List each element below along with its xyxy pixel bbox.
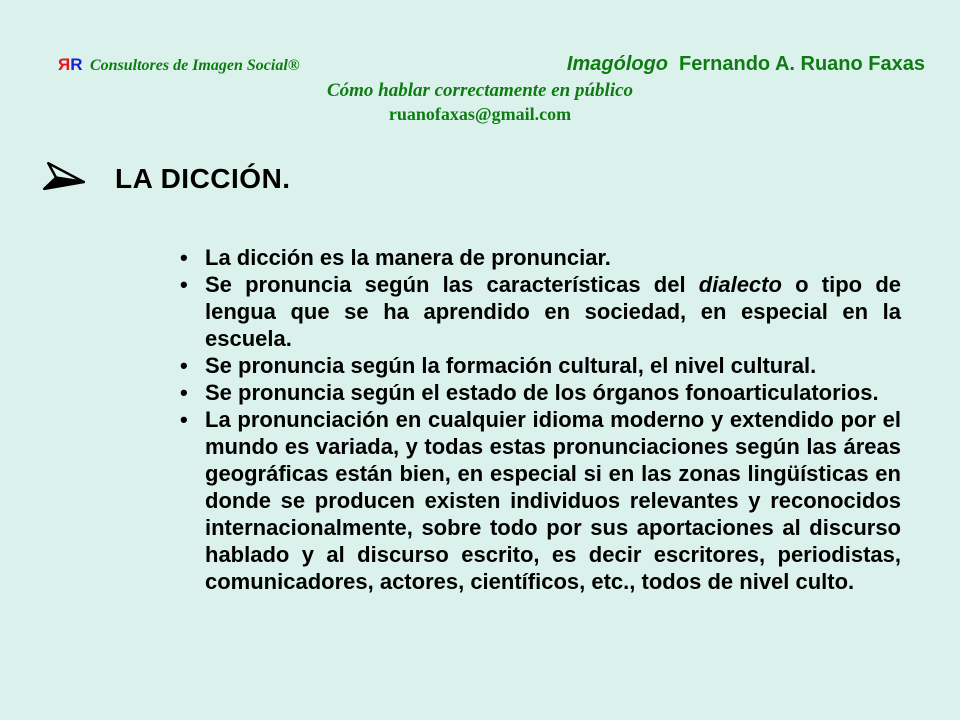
brand-logo <box>58 55 83 74</box>
logo-letter-r: R <box>70 55 83 74</box>
brand-name: Consultores de Imagen Social® <box>89 57 300 74</box>
author-name: Fernando A. Ruano Faxas <box>679 53 925 75</box>
bullet-item-5 <box>180 406 901 595</box>
author-role: Imagólogo <box>566 53 669 75</box>
bullet-text: La pronunciación en cualquier idioma moderno y extendido por el mundo es variada, y todas estas pronunciaciones según las áreas geográficas están bien, en especial si en las zonas lingüísticas en donde se producen existen individuos relevantes y reconocidos internacionalmente, sobre todo por sus aportaciones al discurso hablado y al discurso escrito, es decir escritores, periodistas, comunicadores, actores, científicos, etc., todos de nivel culto. <box>205 407 901 594</box>
bullet-item-2 <box>180 271 901 352</box>
bullet-item-3 <box>180 352 901 379</box>
bullet-dot-icon: • <box>180 245 188 270</box>
header-author-block <box>567 53 925 76</box>
bullet-item-1 <box>180 244 901 271</box>
bullet-text: o tipo de lengua que se ha aprendido en sociedad, en especial en la escuela. <box>205 272 901 351</box>
bullet-text: Se pronuncia según el estado de los órganos fonoarticulatorios. <box>205 380 879 405</box>
bullet-text-italic: dialecto <box>698 272 782 297</box>
logo-letter-ya: Я <box>58 55 71 74</box>
bullet-item-4 <box>180 379 901 406</box>
brand-block <box>58 55 300 75</box>
bullet-list <box>180 244 901 595</box>
bullet-text: Se pronuncia según las características del <box>205 272 699 297</box>
email-address: ruanofaxas@gmail.com <box>388 104 572 124</box>
bullet-dot-icon: • <box>180 380 188 405</box>
bullet-dot-icon: • <box>180 272 188 297</box>
course-title: Cómo hablar correctamente en público <box>326 80 634 101</box>
bullet-dot-icon: • <box>180 353 188 378</box>
slide-title: LA DICCIÓN. <box>115 163 291 194</box>
bullet-text: La dicción es la manera de pronunciar. <box>205 245 611 270</box>
slide-title-row <box>42 160 291 198</box>
bullet-text: Se pronuncia según la formación cultural, el nivel cultural. <box>205 353 817 378</box>
bullet-dot-icon: • <box>180 407 188 432</box>
arrowhead-icon <box>39 157 90 202</box>
